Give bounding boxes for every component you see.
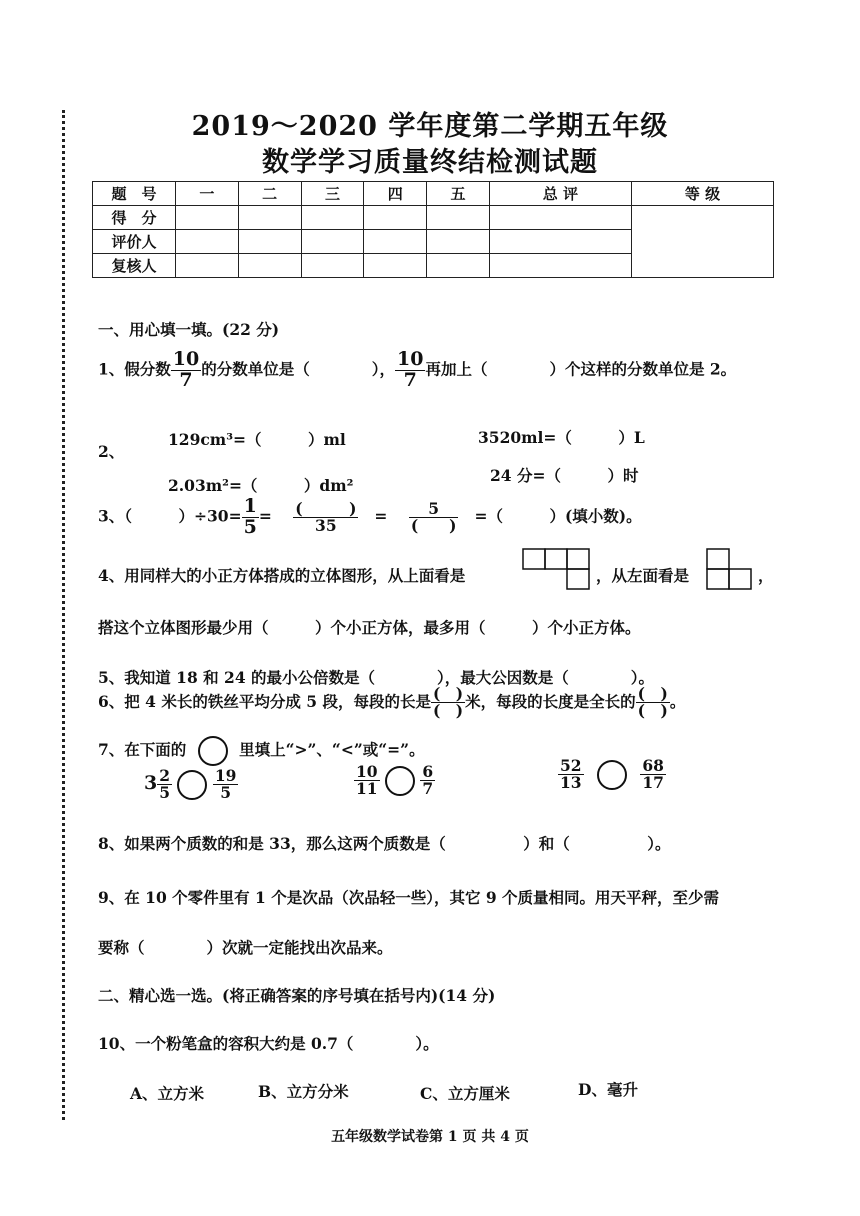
- q6-text-a: 6、把 4 米长的铁丝平均分成 5 段，每段的长是: [98, 691, 431, 711]
- score-cell[interactable]: [364, 254, 427, 278]
- q2-item-b: 3520ml=（ ）L: [478, 428, 645, 447]
- top-view-figure: [522, 548, 590, 592]
- q6-text-c: 。: [669, 691, 686, 711]
- score-cell[interactable]: [364, 230, 427, 254]
- score-row-label: 复核人: [93, 254, 176, 278]
- q3-text-b: =（ ）(填小数)。: [474, 506, 642, 526]
- score-cell[interactable]: [489, 254, 631, 278]
- score-cell[interactable]: [238, 254, 301, 278]
- score-cell[interactable]: [427, 230, 490, 254]
- section1-heading: 一、用心填一填。(22 分): [98, 320, 280, 339]
- question-3: [98, 497, 642, 538]
- grade-cell[interactable]: [631, 206, 773, 278]
- fraction: $\frac{10}{7}$: [172, 348, 200, 391]
- score-cell[interactable]: [427, 206, 490, 230]
- q4-text-c: ，: [758, 566, 774, 585]
- question-1: [98, 350, 736, 391]
- q7-text-a: 7、在下面的: [98, 740, 187, 759]
- q7-pair-2: [354, 764, 435, 798]
- q2-item-d: 24 分=（ ）时: [490, 466, 639, 485]
- q4-text-b: ，从左面看是: [596, 566, 690, 585]
- score-header-cell: 总 评: [489, 182, 631, 206]
- score-header-cell: 等 级: [631, 182, 773, 206]
- q2-item-a: 129cm³=（ ）ml: [168, 430, 346, 449]
- q4-text-d: 搭这个立体图形最少用（ ）个小正方体，最多用（ ）个小正方体。: [98, 618, 641, 637]
- q6-text-b: 米，每段的长度是全长的: [465, 691, 636, 711]
- exam-title-line1: 2019～2020 学年度第二学期五年级: [191, 111, 669, 142]
- score-header-cell: 五: [427, 182, 490, 206]
- score-cell[interactable]: [301, 254, 364, 278]
- section2-heading: 二、精心选一选。(将正确答案的序号填在括号内)(14 分): [98, 986, 496, 1005]
- fraction: $\frac{52}{13}$: [560, 756, 582, 793]
- score-cell[interactable]: [176, 230, 239, 254]
- fraction: $\frac{1}{5}$: [243, 495, 257, 538]
- score-cell[interactable]: [238, 206, 301, 230]
- score-row-label: 得 分: [93, 206, 176, 230]
- score-cell[interactable]: [176, 254, 239, 278]
- equals-sign: =: [374, 506, 388, 526]
- question-8: 8、如果两个质数的和是 33，那么这两个质数是（ ）和（ ）。: [98, 834, 671, 853]
- score-cell[interactable]: [301, 206, 364, 230]
- fraction: $\frac{10}{11}$: [356, 762, 378, 799]
- q7-pair-3: [558, 758, 666, 792]
- left-view-figure: [706, 548, 752, 592]
- fraction: $\frac{( )}{( )}$: [637, 684, 668, 721]
- fraction: $\frac{( )}{35}$: [295, 498, 357, 535]
- exam-title-line2: 数学学习质量终结检测试题: [262, 147, 598, 178]
- question-5: 5、我知道 18 和 24 的最小公倍数是（ ），最大公因数是（ ）。: [98, 668, 655, 687]
- binding-dotted-line: [62, 110, 65, 1120]
- q7-pair-1: [144, 768, 238, 802]
- equals-sign: =: [258, 506, 272, 526]
- score-table: [92, 181, 774, 278]
- question-10: 10、一个粉笔盒的容积大约是 0.7（ ）。: [98, 1034, 439, 1053]
- score-cell[interactable]: [176, 206, 239, 230]
- option-a[interactable]: A、立方米: [130, 1084, 205, 1103]
- option-b[interactable]: B、立方分米: [258, 1082, 349, 1101]
- fraction: $\frac{5}{( )}$: [410, 498, 457, 535]
- question-6: [98, 686, 685, 720]
- score-cell[interactable]: [427, 254, 490, 278]
- fraction: $\frac{10}{7}$: [397, 348, 424, 391]
- compare-circle[interactable]: [177, 770, 207, 800]
- q2-item-c: 2.03m²=（ ）dm²: [168, 476, 354, 495]
- fraction: $\frac{68}{17}$: [642, 756, 664, 793]
- q4-text-a: 4、用同样大的小正方体搭成的立体图形，从上面看是: [98, 566, 466, 585]
- score-cell[interactable]: [364, 206, 427, 230]
- score-header-cell: 二: [238, 182, 301, 206]
- whole-number: 3: [144, 771, 158, 794]
- option-c[interactable]: C、立方厘米: [420, 1084, 510, 1103]
- q1-text-a: 1、假分数: [98, 359, 171, 379]
- score-row-label: 评价人: [93, 230, 176, 254]
- q7-text-b: 里填上“>”、“<”或“=”。: [239, 740, 425, 759]
- option-d[interactable]: D、毫升: [578, 1080, 638, 1099]
- score-header-cell: 三: [301, 182, 364, 206]
- q1-text-b: 的分数单位是（ ），: [201, 359, 396, 379]
- compare-circle[interactable]: [597, 760, 627, 790]
- page-footer: 五年级数学试卷第 1 页 共 4 页: [331, 1129, 529, 1145]
- score-cell[interactable]: [238, 230, 301, 254]
- fraction: $\frac{6}{7}$: [422, 762, 434, 799]
- score-header-cell: 题 号: [93, 182, 176, 206]
- score-header-cell: 一: [176, 182, 239, 206]
- question-9-line2: 要称（ ）次就一定能找出次品来。: [98, 938, 393, 957]
- q2-number: 2、: [98, 442, 125, 461]
- score-cell[interactable]: [301, 230, 364, 254]
- compare-circle: [198, 736, 228, 766]
- q1-text-c: 再加上（ ）个这样的分数单位是 2。: [425, 359, 737, 379]
- fraction: $\frac{2}{5}$: [159, 766, 171, 803]
- fraction: $\frac{19}{5}$: [214, 766, 237, 803]
- fraction: $\frac{( )}{( )}$: [432, 684, 464, 721]
- score-cell[interactable]: [489, 206, 631, 230]
- q3-text-a: 3、（ ）÷30=: [98, 506, 242, 526]
- score-cell[interactable]: [489, 230, 631, 254]
- score-header-cell: 四: [364, 182, 427, 206]
- question-9-line1: 9、在 10 个零件里有 1 个是次品（次品轻一些），其它 9 个质量相同。用天平秤，至少需: [98, 888, 720, 907]
- compare-circle[interactable]: [385, 766, 415, 796]
